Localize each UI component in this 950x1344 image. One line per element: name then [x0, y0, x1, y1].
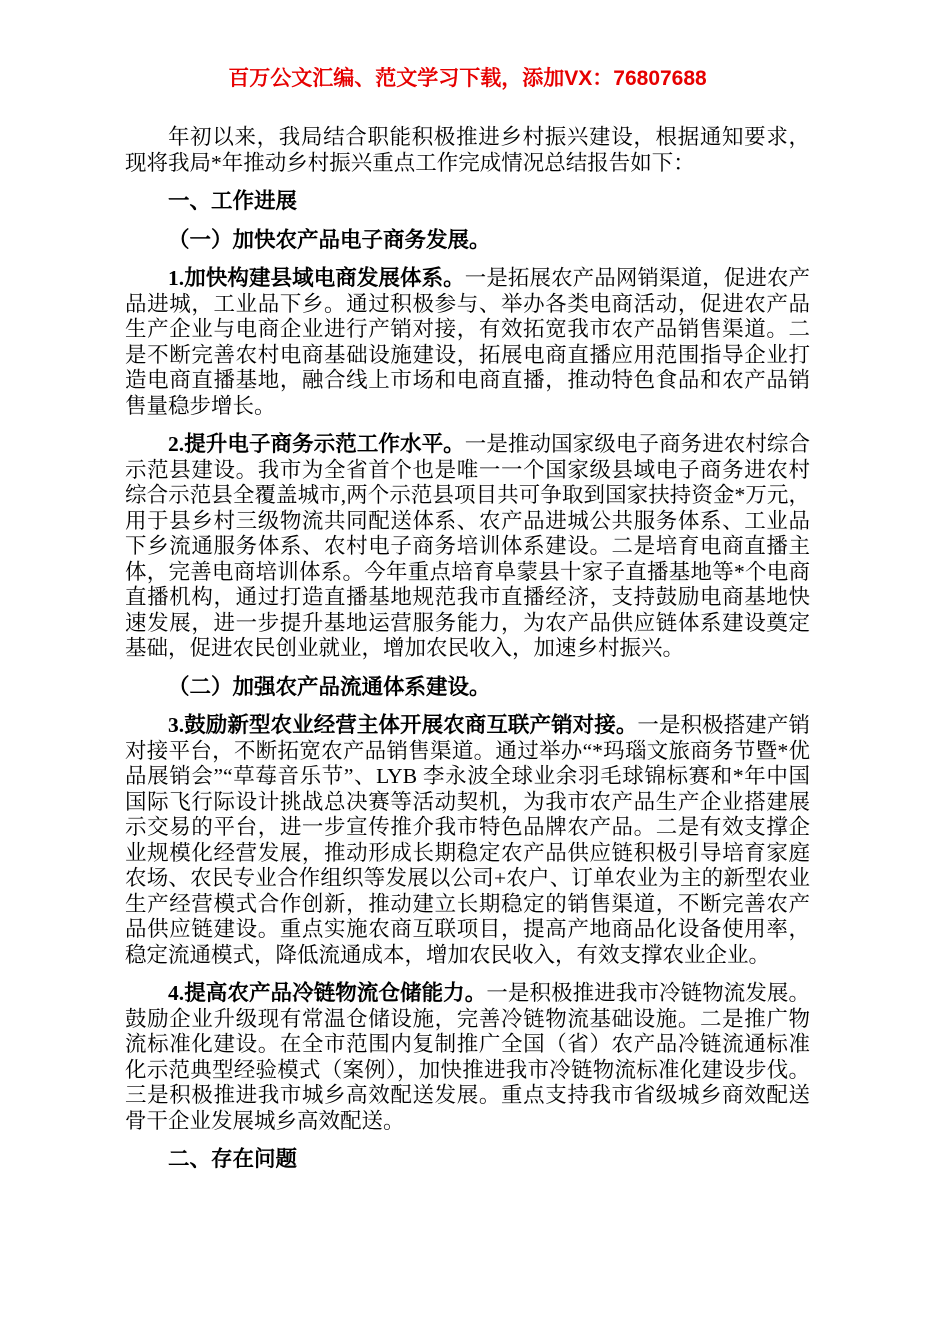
paragraph-3-lead: 3.鼓励新型农业经营主体开展农商互联产销对接。	[168, 713, 638, 737]
paragraph-2-body: 一是推动国家级电子商务进农村综合示范县建设。我市为全省首个也是唯一一个国家级县域电子商务进农村综合示范县全覆盖城市,两个示范县项目共可争取到国家扶持资金*万元，用于县乡村三级物流共同配送体系、农产品进城公共服务体系、工业品下乡流通服务体系、农村电子商务培训体系建设。二是培育电商直播主体，完善电商培训体系。今年重点培育阜蒙县十家子直播基地等*个电商直播机构，通过打造直播基地规范我市直播经济，支持鼓励电商基地快速发展，进一步提升基地运营服务能力，为农产品供应链体系建设奠定基础，促进农民创业就业，增加农民收入，加速乡村振兴。	[125, 432, 810, 660]
paragraph-2-lead: 2.提升电子商务示范工作水平。	[168, 432, 465, 456]
paragraph-4-lead: 4.提高农产品冷链物流仓储能力。	[168, 981, 487, 1005]
section-1-title: 一、工作进展	[168, 189, 298, 213]
section-2-title: 二、存在问题	[168, 1147, 298, 1171]
document-body	[125, 125, 810, 1173]
subsection-1-1-title: （一）加快农产品电子商务发展。	[168, 227, 491, 252]
promo-header: 百万公文汇编、范文学习下载，添加VX：76807688	[228, 67, 707, 90]
paragraph-3-body: 一是积极搭建产销对接平台，不断拓宽农产品销售渠道。通过举办“*玛瑙文旅商务节暨*优品展销会”“草莓音乐节”、LYB 李永波全球业余羽毛球锦标赛和*年中国国际飞行际设计挑战总决赛等活动契机，为我市农产品生产企业搭建展示交易的平台，进一步宣传推介我市特色品牌农产品。二是有效支撑企业规模化经营发展，推动形成长期稳定农产品供应链积极引导培育家庭农场、农民专业合作组织等发展以公司+农户、订单农业为主的新型农业生产经营模式合作创新，推动建立长期稳定的销售渠道，不断完善农产品供应链建设。重点实施农商互联项目，提高产地商品化设备使用率，稳定流通模式，降低流通成本，增加农民收入，有效支撑农业企业。	[125, 713, 810, 967]
work-item-paragraph-2	[125, 432, 810, 662]
paragraph-4-body: 一是积极推进我市冷链物流发展。鼓励企业升级现有常温仓储设施，完善冷链物流基础设施。二是推广物流标准化建设。在全市范围内复制推广全国（省）农产品冷链流通标准化示范典型经验模式（案例），加快推进我市冷链物流标准化建设步伐。三是积极推进我市城乡高效配送发展。重点支持我市省级城乡商效配送骨干企业发展城乡高效配送。	[125, 981, 810, 1133]
work-item-paragraph-3	[125, 713, 810, 968]
subsection-1-2-title: （二）加强农产品流通体系建设。	[168, 674, 491, 699]
work-item-paragraph-1	[125, 266, 810, 419]
intro-paragraph: 年初以来，我局结合职能积极推进乡村振兴建设，根据通知要求，现将我局*年推动乡村振兴重点工作完成情况总结报告如下：	[125, 125, 810, 175]
work-item-paragraph-4	[125, 981, 810, 1134]
paragraph-1-lead: 1.加快构建县域电商发展体系。	[168, 266, 465, 290]
paragraph-1-body: 一是拓展农产品网销渠道，促进农产品进城，工业品下乡。通过积极参与、举办各类电商活动，促进农产品生产企业与电商企业进行产销对接，有效拓宽我市农产品销售渠道。二是不断完善农村电商基础设施建设，拓展电商直播应用范围指导企业打造电商直播基地，融合线上市场和电商直播，推动特色食品和农产品销售量稳步增长。	[125, 266, 810, 418]
